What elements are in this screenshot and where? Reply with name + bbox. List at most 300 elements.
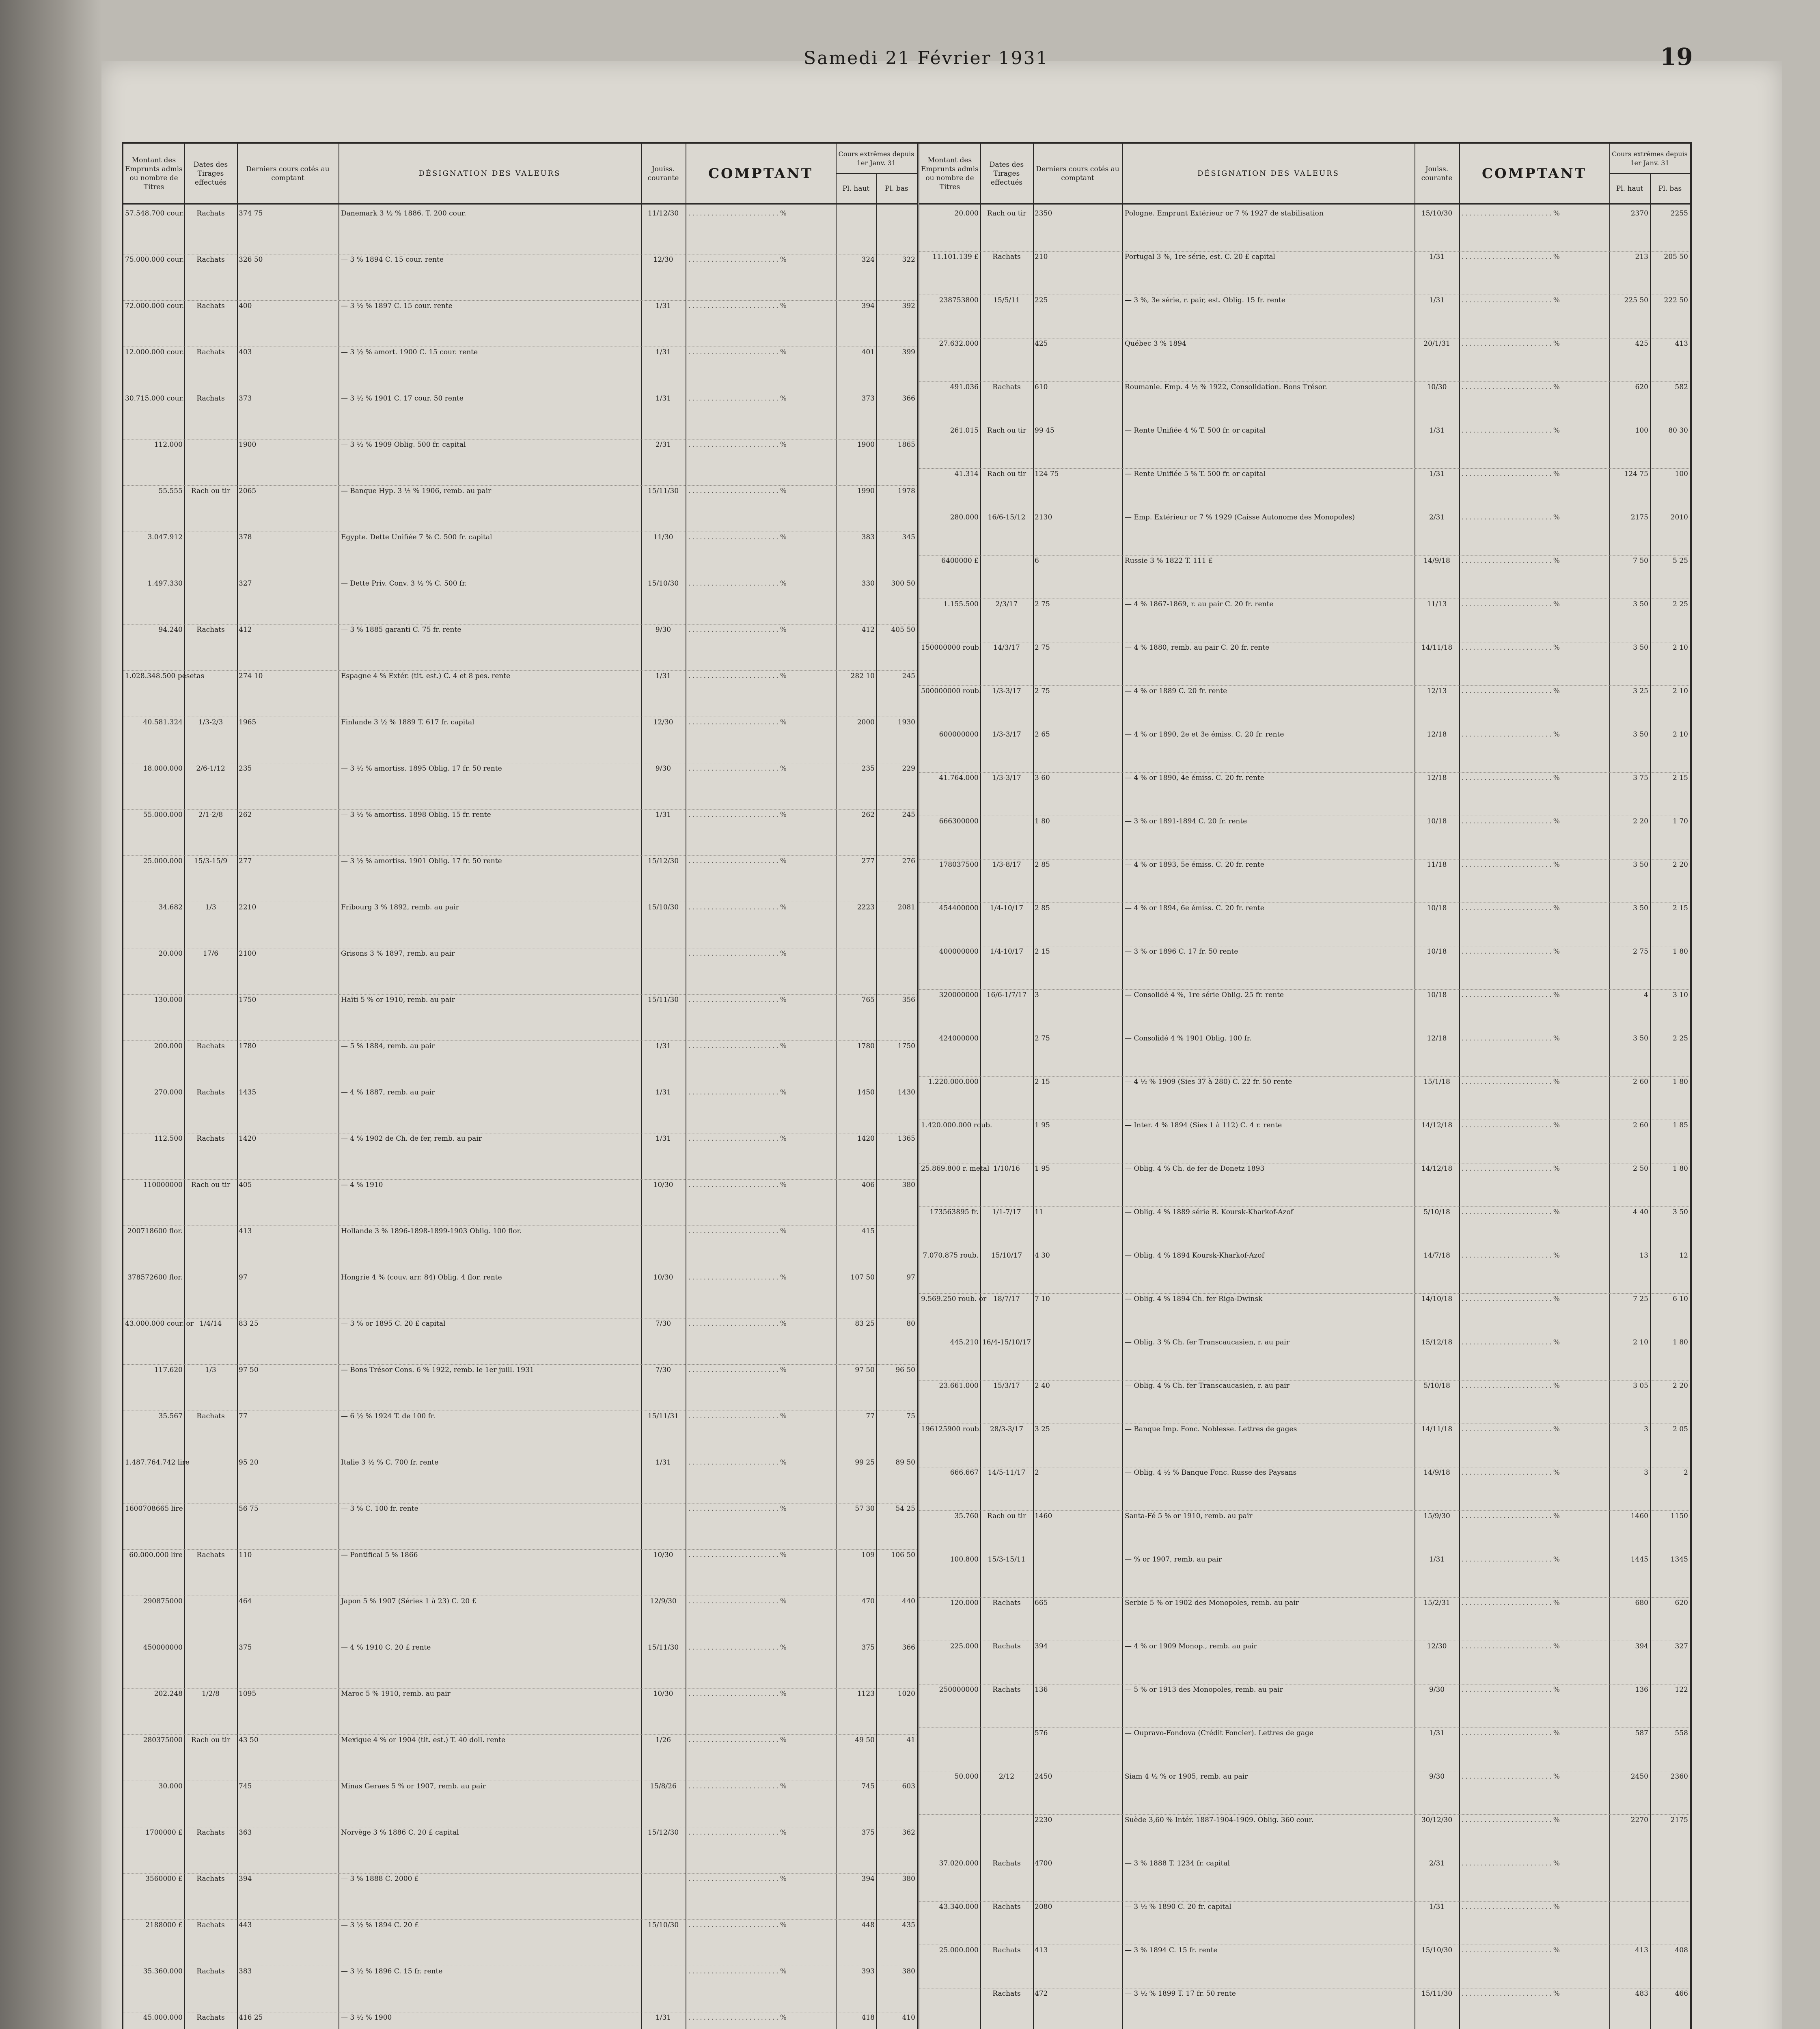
comptant-dots: ........................% — [688, 857, 788, 865]
jouissance-cell: 9/30 — [1429, 1686, 1445, 1694]
jouissance-cell: 14/11/18 — [1421, 644, 1453, 652]
table-row — [919, 1467, 1690, 1511]
comptant-dots: ........................% — [688, 1829, 788, 1837]
montant-cell: 1.487.764.742 lire — [125, 1458, 190, 1467]
designation-cell: Danemark 3 ½ % 1886. T. 200 cour. — [341, 209, 466, 218]
plus-bas-cell: 245 — [902, 672, 915, 680]
table-row — [123, 1457, 917, 1503]
jouissance-cell: 30/12/30 — [1421, 1816, 1453, 1824]
plus-haut-cell: 415 — [861, 1227, 875, 1235]
comptant-dots: ........................% — [1462, 1729, 1561, 1737]
montant-cell: 320000000 — [939, 991, 979, 999]
designation-cell: Portugal 3 %, 1re série, est. C. 20 £ capital — [1125, 253, 1275, 261]
jouissance-cell: 1/31 — [1429, 253, 1445, 261]
plus-haut-cell: 3 50 — [1633, 1034, 1648, 1043]
tirage-cell: Rachats — [196, 1921, 225, 1929]
jouissance-cell: 20/1/31 — [1423, 340, 1450, 348]
plus-haut-cell: 2 10 — [1633, 1338, 1648, 1346]
montant-cell: 12.000.000 cour. — [125, 348, 184, 356]
table-row — [919, 946, 1690, 990]
plus-bas-cell: 2010 — [1670, 513, 1688, 521]
plus-bas-cell: 205 50 — [1664, 253, 1688, 261]
plus-bas-cell: 380 — [902, 1875, 915, 1883]
designation-cell: — 3 ½ % 1894 C. 20 £ — [341, 1921, 419, 1929]
tirage-cell: 1/4-10/17 — [990, 904, 1024, 912]
montant-cell: 45.000.000 — [143, 2014, 183, 2022]
designation-cell: — Consolidé 4 % 1901 Oblig. 100 fr. — [1125, 1034, 1252, 1043]
jouissance-cell: 14/7/18 — [1423, 1251, 1450, 1260]
tirage-cell: 15/3-15/9 — [194, 857, 228, 865]
table-row — [123, 809, 917, 856]
tirage-cell: 1/4/14 — [199, 1320, 222, 1328]
designation-cell: — 3 % 1885 garanti C. 75 fr. rente — [341, 626, 461, 634]
montant-cell: 57.548.700 cour. — [125, 209, 184, 218]
jouissance-cell: 1/31 — [655, 348, 671, 356]
table-row — [123, 1364, 917, 1411]
plus-bas-cell: 5 25 — [1673, 557, 1688, 565]
tirage-cell: Rachats — [196, 302, 225, 310]
montant-cell: 30.000 — [158, 1782, 183, 1790]
plus-bas-cell: 1865 — [897, 441, 915, 449]
designation-cell: — 3 ½ % 1900 — [341, 2014, 392, 2022]
plus-bas-cell: 80 — [906, 1320, 915, 1328]
tirage-cell: 1/3-2/3 — [198, 718, 223, 726]
designation-cell: — 4 % or 1889 C. 20 fr. rente — [1125, 687, 1227, 695]
designation-cell: Finlande 3 ½ % 1889 T. 617 fr. capital — [341, 718, 474, 726]
designation-cell: — 3 ½ % amortiss. 1898 Oblig. 15 fr. rente — [341, 811, 491, 819]
tirage-cell: 15/3/17 — [993, 1382, 1020, 1390]
comptant-dots: ........................% — [1462, 861, 1561, 869]
plus-haut-cell: 412 — [861, 626, 875, 634]
designation-cell: — 3 ½ % 1909 Oblig. 500 fr. capital — [341, 441, 466, 449]
table-row — [123, 1827, 917, 1874]
col-jouissance: Jouiss. courante — [1415, 144, 1459, 205]
jouissance-cell: 1/26 — [655, 1736, 671, 1744]
tirage-cell: Rach ou tir — [987, 1512, 1026, 1520]
plus-bas-cell: 106 50 — [891, 1551, 915, 1559]
derniers-cours-cell: 2 75 — [1035, 1034, 1050, 1043]
table-row — [919, 1727, 1690, 1771]
designation-cell: — Oblig. 3 % Ch. fer Transcaucasien, r. au pair — [1125, 1338, 1290, 1346]
col-designation: DÉSIGNATION DES VALEURS — [339, 144, 641, 205]
derniers-cours-cell: 6 — [1035, 557, 1039, 565]
jouissance-cell: 7/30 — [655, 1320, 671, 1328]
designation-cell: Roumanie. Emp. 4 ½ % 1922, Consolidation. Bons Trésor. — [1125, 383, 1327, 391]
montant-cell: 25.000.000 — [939, 1946, 979, 1954]
comptant-dots: ........................% — [688, 1643, 788, 1652]
derniers-cours-cell: 1435 — [239, 1088, 257, 1096]
comptant-dots: ........................% — [1462, 426, 1561, 435]
plus-bas-cell: 356 — [902, 996, 915, 1004]
jouissance-cell: 15/8/26 — [650, 1782, 677, 1790]
plus-bas-cell: 222 50 — [1664, 296, 1688, 304]
designation-cell: Maroc 5 % 1910, remb. au pair — [341, 1690, 451, 1698]
designation-cell: — 3 % 1888 T. 1234 fr. capital — [1125, 1859, 1230, 1867]
designation-cell: — 3 ½ % 1901 C. 17 cour. 50 rente — [341, 394, 464, 403]
derniers-cours-cell: 2 75 — [1035, 644, 1050, 652]
comptant-dots: ........................% — [1462, 1555, 1561, 1564]
jouissance-cell: 1/31 — [655, 394, 671, 403]
table-row — [123, 1966, 917, 2012]
jouissance-cell: 1/31 — [1429, 1903, 1445, 1911]
table-row — [919, 1641, 1690, 1684]
designation-cell: — Banque Hyp. 3 ½ % 1906, remb. au pair — [341, 487, 492, 495]
derniers-cours-cell: 2065 — [239, 487, 257, 495]
plus-haut-cell: 745 — [861, 1782, 875, 1790]
comptant-dots: ........................% — [1462, 1686, 1561, 1694]
comptant-dots: ........................% — [688, 256, 788, 264]
derniers-cours-cell: 7 10 — [1035, 1295, 1050, 1303]
derniers-cours-cell: 327 — [239, 579, 252, 588]
tirage-cell: Rachats — [992, 1686, 1021, 1694]
designation-cell: — Oblig. 4 % Ch. fer Transcaucasien, r. au pair — [1125, 1382, 1290, 1390]
tirage-cell: Rachats — [992, 1599, 1021, 1607]
plus-bas-cell: 327 — [1675, 1642, 1688, 1650]
montant-cell: 666300000 — [939, 817, 979, 825]
plus-haut-cell: 418 — [861, 2014, 875, 2022]
montant-cell: 20.000 — [954, 209, 979, 218]
tirage-cell: Rachats — [196, 1551, 225, 1559]
jouissance-cell: 15/12/30 — [647, 857, 679, 865]
derniers-cours-cell: 277 — [239, 857, 252, 865]
tirage-cell: Rachats — [196, 1967, 225, 1975]
plus-haut-cell: 2 20 — [1633, 817, 1648, 825]
derniers-cours-cell: 2 15 — [1035, 948, 1050, 956]
plus-bas-cell: 2 20 — [1673, 1382, 1688, 1390]
jouissance-cell: 15/10/30 — [1421, 1946, 1453, 1954]
table-row — [919, 729, 1690, 773]
plus-haut-cell: 3 05 — [1633, 1382, 1648, 1390]
table-row — [919, 1858, 1690, 1902]
plus-bas-cell: 96 50 — [895, 1366, 915, 1374]
jouissance-cell: 9/30 — [1429, 1773, 1445, 1781]
comptant-dots: ........................% — [688, 1597, 788, 1605]
montant-cell: 424000000 — [939, 1034, 979, 1043]
plus-bas-cell: 413 — [1675, 340, 1688, 348]
plus-haut-cell: 3 50 — [1633, 730, 1648, 739]
tirage-cell: 1/4-10/17 — [990, 948, 1024, 956]
table-row — [919, 1554, 1690, 1598]
montant-cell: 202.248 — [154, 1690, 183, 1698]
comptant-dots: ........................% — [688, 1042, 788, 1050]
comptant-dots: ........................% — [1462, 1903, 1561, 1911]
jouissance-cell: 10/30 — [653, 1551, 673, 1559]
table-row — [919, 599, 1690, 642]
comptant-dots: ........................% — [688, 1181, 788, 1189]
derniers-cours-cell: 375 — [239, 1643, 252, 1652]
jouissance-cell: 1/31 — [1429, 470, 1445, 478]
plus-haut-cell: 97 50 — [855, 1366, 875, 1374]
col-derniers: Derniers cours cotés au comptant — [1033, 144, 1122, 205]
comptant-dots: ........................% — [688, 1320, 788, 1328]
jouissance-cell: 14/11/18 — [1421, 1425, 1453, 1433]
designation-cell: — 3 ½ % 1897 C. 15 cour. rente — [341, 302, 453, 310]
plus-haut-cell: 3 50 — [1633, 861, 1648, 869]
table-row — [123, 1226, 917, 1272]
montant-cell: 200.000 — [154, 1042, 183, 1050]
table-row — [123, 1503, 917, 1550]
table-row — [123, 670, 917, 717]
comptant-dots: ........................% — [688, 1366, 788, 1374]
page-date: Samedi 21 Février 1931 — [804, 48, 1049, 69]
designation-cell: — Rente Unifiée 4 % T. 500 fr. or capital — [1125, 426, 1266, 435]
comptant-dots: ........................% — [688, 1412, 788, 1420]
plus-bas-cell: 1 85 — [1673, 1121, 1688, 1129]
plus-bas-cell: 2 05 — [1673, 1425, 1688, 1433]
derniers-cours-cell: 1900 — [239, 441, 257, 449]
plus-haut-cell: 470 — [861, 1597, 875, 1605]
tirage-cell: 15/10/17 — [991, 1251, 1022, 1260]
right-half — [919, 144, 1690, 2029]
designation-cell: — 3 ½ % amort. 1900 C. 15 cour. rente — [341, 348, 478, 356]
montant-cell: 3.047.912 — [147, 533, 183, 541]
montant-cell: 2188000 £ — [145, 1921, 183, 1929]
tirage-cell: 1/1-7/17 — [992, 1208, 1021, 1216]
tirage-cell: Rachats — [196, 626, 225, 634]
montant-cell: 35.360.000 — [143, 1967, 183, 1975]
montant-cell: 43.000.000 cour. or — [125, 1320, 194, 1328]
plus-haut-cell: 2 75 — [1633, 948, 1648, 956]
derniers-cours-cell: 3 25 — [1035, 1425, 1050, 1433]
jouissance-cell: 10/18 — [1427, 991, 1447, 999]
comptant-dots: ........................% — [688, 348, 788, 356]
jouissance-cell: 12/30 — [653, 256, 673, 264]
derniers-cours-cell: 378 — [239, 533, 252, 541]
derniers-cours-cell: 2 65 — [1035, 730, 1050, 739]
montant-cell: 3560000 £ — [145, 1875, 183, 1883]
plus-bas-cell: 405 50 — [891, 626, 915, 634]
table-row — [919, 1250, 1690, 1294]
comptant-dots: ........................% — [1462, 730, 1561, 739]
designation-cell: — 4 % or 1909 Monop., remb. au pair — [1125, 1642, 1257, 1650]
comptant-dots: ........................% — [1462, 600, 1561, 608]
plus-haut-cell: 262 — [861, 811, 875, 819]
designation-cell: Russie 3 % 1822 T. 111 £ — [1125, 557, 1213, 565]
jouissance-cell: 9/30 — [655, 765, 671, 773]
plus-haut-cell: 2175 — [1630, 513, 1648, 521]
jouissance-cell: 9/30 — [655, 626, 671, 634]
plus-bas-cell: 97 — [906, 1273, 915, 1282]
table-row — [123, 994, 917, 1041]
plus-bas-cell: 75 — [906, 1412, 915, 1420]
table-row — [123, 1272, 917, 1318]
designation-cell: — 4 % 1910 C. 20 £ rente — [341, 1643, 431, 1652]
jouissance-cell: 1/31 — [655, 1135, 671, 1143]
tirage-cell: Rachats — [196, 1829, 225, 1837]
comptant-dots: ........................% — [688, 1088, 788, 1096]
derniers-cours-cell: 464 — [239, 1597, 252, 1605]
table-row — [123, 1133, 917, 1180]
designation-cell: — Pontifical 5 % 1866 — [341, 1551, 418, 1559]
derniers-cours-cell: 2 40 — [1035, 1382, 1050, 1390]
jouissance-cell: 10/18 — [1427, 817, 1447, 825]
designation-cell: Japon 5 % 1907 (Séries 1 à 23) C. 20 £ — [341, 1597, 477, 1605]
table-row — [919, 1510, 1690, 1554]
col-plus-haut: Pl. haut — [1609, 174, 1650, 205]
comptant-dots: ........................% — [1462, 1425, 1561, 1433]
montant-cell: 30.715.000 cour. — [125, 394, 184, 403]
montant-cell: 150000000 roub. — [921, 644, 981, 652]
designation-cell: — 3 ½ % amortiss. 1895 Oblig. 17 fr. 50 rente — [341, 765, 502, 773]
table-row — [123, 300, 917, 347]
montant-cell: 50.000 — [954, 1773, 979, 1781]
designation-cell: Siam 4 ½ % or 1905, remb. au pair — [1125, 1773, 1248, 1781]
comptant-dots: ........................% — [688, 579, 788, 588]
montant-cell: 1.155.500 — [943, 600, 979, 608]
col-comptant: COMPTANT — [1459, 144, 1609, 205]
tirage-cell: 14/5-11/17 — [988, 1469, 1026, 1477]
montant-cell: 25.869.800 r. metal — [921, 1165, 990, 1173]
comptant-dots: ........................% — [1462, 513, 1561, 521]
derniers-cours-cell: 413 — [239, 1227, 252, 1235]
plus-bas-cell: 2360 — [1670, 1773, 1688, 1781]
tirage-cell: 16/4-15/10/17 — [982, 1338, 1031, 1346]
designation-cell: — 4 % or 1890, 4e émiss. C. 20 fr. rente — [1125, 774, 1264, 782]
derniers-cours-cell: 1750 — [239, 996, 257, 1004]
plus-haut-cell: 3 50 — [1633, 904, 1648, 912]
plus-bas-cell: 2 25 — [1673, 600, 1688, 608]
comptant-dots: ........................% — [1462, 774, 1561, 782]
plus-haut-cell: 394 — [861, 1875, 875, 1883]
designation-cell: Mexique 4 % or 1904 (tit. est.) T. 40 doll. rente — [341, 1736, 506, 1744]
table-row — [919, 1163, 1690, 1207]
plus-haut-cell: 77 — [866, 1412, 875, 1420]
plus-bas-cell: 366 — [902, 394, 915, 403]
montant-cell: 25.000.000 — [143, 857, 183, 865]
plus-bas-cell: 3 10 — [1673, 991, 1688, 999]
tirage-cell: Rachats — [196, 348, 225, 356]
derniers-cours-cell: 413 — [1035, 1946, 1048, 1954]
plus-haut-cell: 282 10 — [850, 672, 875, 680]
designation-cell: — Inter. 4 % 1894 (Sies 1 à 112) C. 4 r. rente — [1125, 1121, 1282, 1129]
plus-haut-cell: 2 60 — [1633, 1121, 1648, 1129]
montant-cell: 35.760 — [954, 1512, 979, 1520]
plus-haut-cell: 3 50 — [1633, 600, 1648, 608]
plus-haut-cell: 3 — [1644, 1425, 1648, 1433]
table-row — [123, 439, 917, 486]
plus-haut-cell: 235 — [861, 765, 875, 773]
derniers-cours-cell: 374 75 — [239, 209, 263, 218]
plus-haut-cell: 7 25 — [1633, 1295, 1648, 1303]
derniers-cours-cell: 136 — [1035, 1686, 1048, 1694]
comptant-dots: ........................% — [688, 1458, 788, 1467]
derniers-cours-cell: 210 — [1035, 253, 1048, 261]
montant-cell: 400000000 — [939, 948, 979, 956]
designation-cell: Santa-Fé 5 % or 1910, remb. au pair — [1125, 1512, 1253, 1520]
plus-haut-cell: 401 — [861, 348, 875, 356]
jouissance-cell: 5/10/18 — [1423, 1208, 1450, 1216]
table-row — [123, 208, 917, 254]
montant-cell: 55.555 — [158, 487, 183, 495]
tirage-cell: Rachats — [196, 1412, 225, 1420]
tirage-cell: Rach ou tir — [987, 426, 1026, 435]
plus-bas-cell: 2081 — [897, 903, 915, 911]
plus-haut-cell: 2 60 — [1633, 1078, 1648, 1086]
comptant-dots: ........................% — [1462, 1859, 1561, 1867]
tirage-cell: Rachats — [992, 1642, 1021, 1650]
derniers-cours-cell: 394 — [1035, 1642, 1048, 1650]
tirage-cell: 18/7/17 — [993, 1295, 1020, 1303]
designation-cell: — 3 % or 1895 C. 20 £ capital — [341, 1320, 446, 1328]
montant-cell: 34.682 — [158, 903, 183, 911]
table-row — [919, 555, 1690, 599]
tirage-cell: Rachats — [992, 1859, 1021, 1867]
table-row — [919, 772, 1690, 816]
designation-cell: Egypte. Dette Unifiée 7 % C. 500 fr. capital — [341, 533, 492, 541]
plus-bas-cell: 2255 — [1670, 209, 1688, 218]
comptant-dots: ........................% — [1462, 1338, 1561, 1346]
plus-bas-cell: 1 80 — [1673, 1338, 1688, 1346]
plus-bas-cell: 1 80 — [1673, 1165, 1688, 1173]
tirage-cell: 1/2/8 — [202, 1690, 220, 1698]
comptant-dots: ........................% — [688, 209, 788, 218]
derniers-cours-cell: 443 — [239, 1921, 252, 1929]
jouissance-cell: 1/31 — [655, 302, 671, 310]
table-row — [123, 717, 917, 763]
plus-haut-cell: 13 — [1639, 1251, 1648, 1260]
jouissance-cell: 1/31 — [1429, 296, 1445, 304]
plus-bas-cell: 2 15 — [1673, 774, 1688, 782]
table-row — [919, 902, 1690, 946]
table-row — [919, 1814, 1690, 1858]
col-derniers: Derniers cours cotés au comptant — [237, 144, 339, 205]
derniers-cours-cell: 1 80 — [1035, 817, 1050, 825]
table-row — [123, 902, 917, 948]
book-gutter-shadow — [0, 0, 101, 2029]
jouissance-cell: 2/31 — [1429, 513, 1445, 521]
derniers-cours-cell: 363 — [239, 1829, 252, 1837]
jouissance-cell: 10/18 — [1427, 948, 1447, 956]
jouissance-cell: 10/30 — [653, 1273, 673, 1282]
jouissance-cell: 1/31 — [655, 672, 671, 680]
plus-haut-cell: 765 — [861, 996, 875, 1004]
plus-haut-cell: 3 50 — [1633, 644, 1648, 652]
comptant-dots: ........................% — [688, 302, 788, 310]
derniers-cours-cell: 2230 — [1035, 1816, 1052, 1824]
derniers-cours-cell: 416 25 — [239, 2014, 263, 2022]
table-row — [123, 1087, 917, 1133]
comptant-dots: ........................% — [1462, 383, 1561, 391]
montant-cell: 120.000 — [950, 1599, 979, 1607]
comptant-dots: ........................% — [688, 1875, 788, 1883]
derniers-cours-cell: 2210 — [239, 903, 257, 911]
derniers-cours-cell: 97 50 — [239, 1366, 259, 1374]
table-row — [123, 2012, 917, 2029]
comptant-dots: ........................% — [688, 487, 788, 495]
derniers-cours-cell: 373 — [239, 394, 252, 403]
tirage-cell: Rach ou tir — [191, 1736, 231, 1744]
derniers-cours-cell: 235 — [239, 765, 252, 773]
derniers-cours-cell: 394 — [239, 1875, 252, 1883]
table-row — [919, 1597, 1690, 1641]
jouissance-cell: 12/9/30 — [650, 1597, 677, 1605]
designation-cell: Grisons 3 % 1897, remb. au pair — [341, 950, 455, 958]
plus-bas-cell: 603 — [902, 1782, 915, 1790]
jouissance-cell: 11/12/30 — [647, 209, 679, 218]
table-row — [123, 1549, 917, 1596]
table-row — [919, 381, 1690, 425]
plus-haut-cell: 1900 — [857, 441, 875, 449]
comptant-dots: ........................% — [1462, 1469, 1561, 1477]
jouissance-cell: 1/31 — [655, 1088, 671, 1096]
designation-cell: — Oupravo-Fondova (Crédit Foncier). Lettres de gage — [1125, 1729, 1313, 1737]
plus-haut-cell: 99 25 — [855, 1458, 875, 1467]
comptant-dots: ........................% — [688, 765, 788, 773]
plus-bas-cell: 620 — [1675, 1599, 1688, 1607]
table-row — [123, 1919, 917, 1966]
plus-bas-cell: 466 — [1675, 1990, 1688, 1998]
plus-bas-cell: 2 15 — [1673, 904, 1688, 912]
